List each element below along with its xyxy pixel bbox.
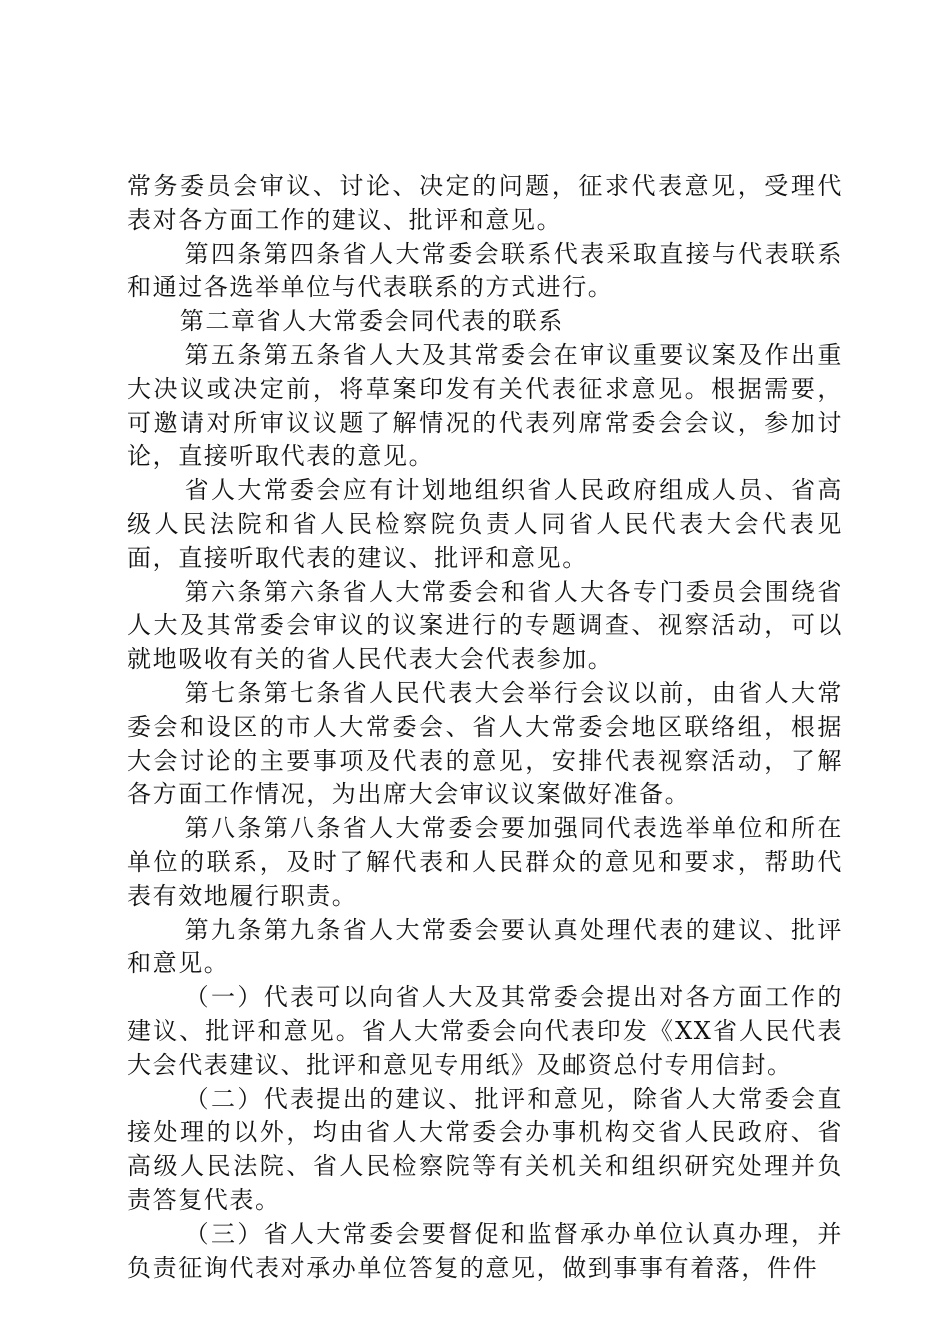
document-body xyxy=(127,170,843,1285)
paragraph-continuation: 常务委员会审议、讨论、决定的问题，征求代表意见，受理代表对各方面工作的建议、批评和意见。 xyxy=(127,172,843,234)
paragraph-article-9: 第九条第九条省人大常委会要认真处理代表的建议、批评和意见。 xyxy=(127,915,843,978)
paragraph-item-3: （三）省人大常委会要督促和监督承办单位认真办理，并负责征询代表对承办单位答复的意见，做到事事有着落，件件 xyxy=(127,1219,843,1282)
paragraph-item-1: （一）代表可以向省人大及其常委会提出对各方面工作的建议、批评和意见。省人大常委会向代表印发《XX省人民代表大会代表建议、批评和意见专用纸》及邮资总付专用信封。 xyxy=(127,983,843,1079)
paragraph-article-6: 第六条第六条省人大常委会和省人大各专门委员会围绕省人大及其常委会审议的议案进行的专题调查、视察活动，可以就地吸收有关的省人民代表大会代表参加。 xyxy=(127,577,843,674)
chapter-heading-2: 第二章省人大常委会同代表的联系 xyxy=(179,307,564,336)
paragraph-article-8: 第八条第八条省人大常委会要加强同代表选举单位和所在单位的联系，及时了解代表和人民群众的意见和要求，帮助代表有效地履行职责。 xyxy=(127,814,843,910)
paragraph-article-4: 第四条第四条省人大常委会联系代表采取直接与代表联系和通过各选举单位与代表联系的方式进行。 xyxy=(127,239,843,302)
paragraph-item-2: （二）代表提出的建议、批评和意见，除省人大常委会直接处理的以外，均由省人大常委会办事机构交省人民政府、省高级人民法院、省人民检察院等有关机关和组织研究处理并负责答复代表。 xyxy=(127,1084,843,1214)
paragraph-article-5: 第五条第五条省人大及其常委会在审议重要议案及作出重大决议或决定前，将草案印发有关代表征求意见。根据需要，可邀请对所审议议题了解情况的代表列席常委会会议，参加讨论，直接听取代表的意见。 xyxy=(127,340,843,471)
paragraph-article-7: 第七条第七条省人民代表大会举行会议以前，由省人大常委会和设区的市人大常委会、省人大常委会地区联络组，根据大会讨论的主要事项及代表的意见，安排代表视察活动，了解各方面工作情况，为出席大会审议议案做好准备。 xyxy=(127,678,843,809)
paragraph-article-5-second: 省人大常委会应有计划地组织省人民政府组成人员、省高级人民法院和省人民检察院负责人同省人民代表大会代表见面，直接听取代表的建议、批评和意见。 xyxy=(127,476,843,572)
